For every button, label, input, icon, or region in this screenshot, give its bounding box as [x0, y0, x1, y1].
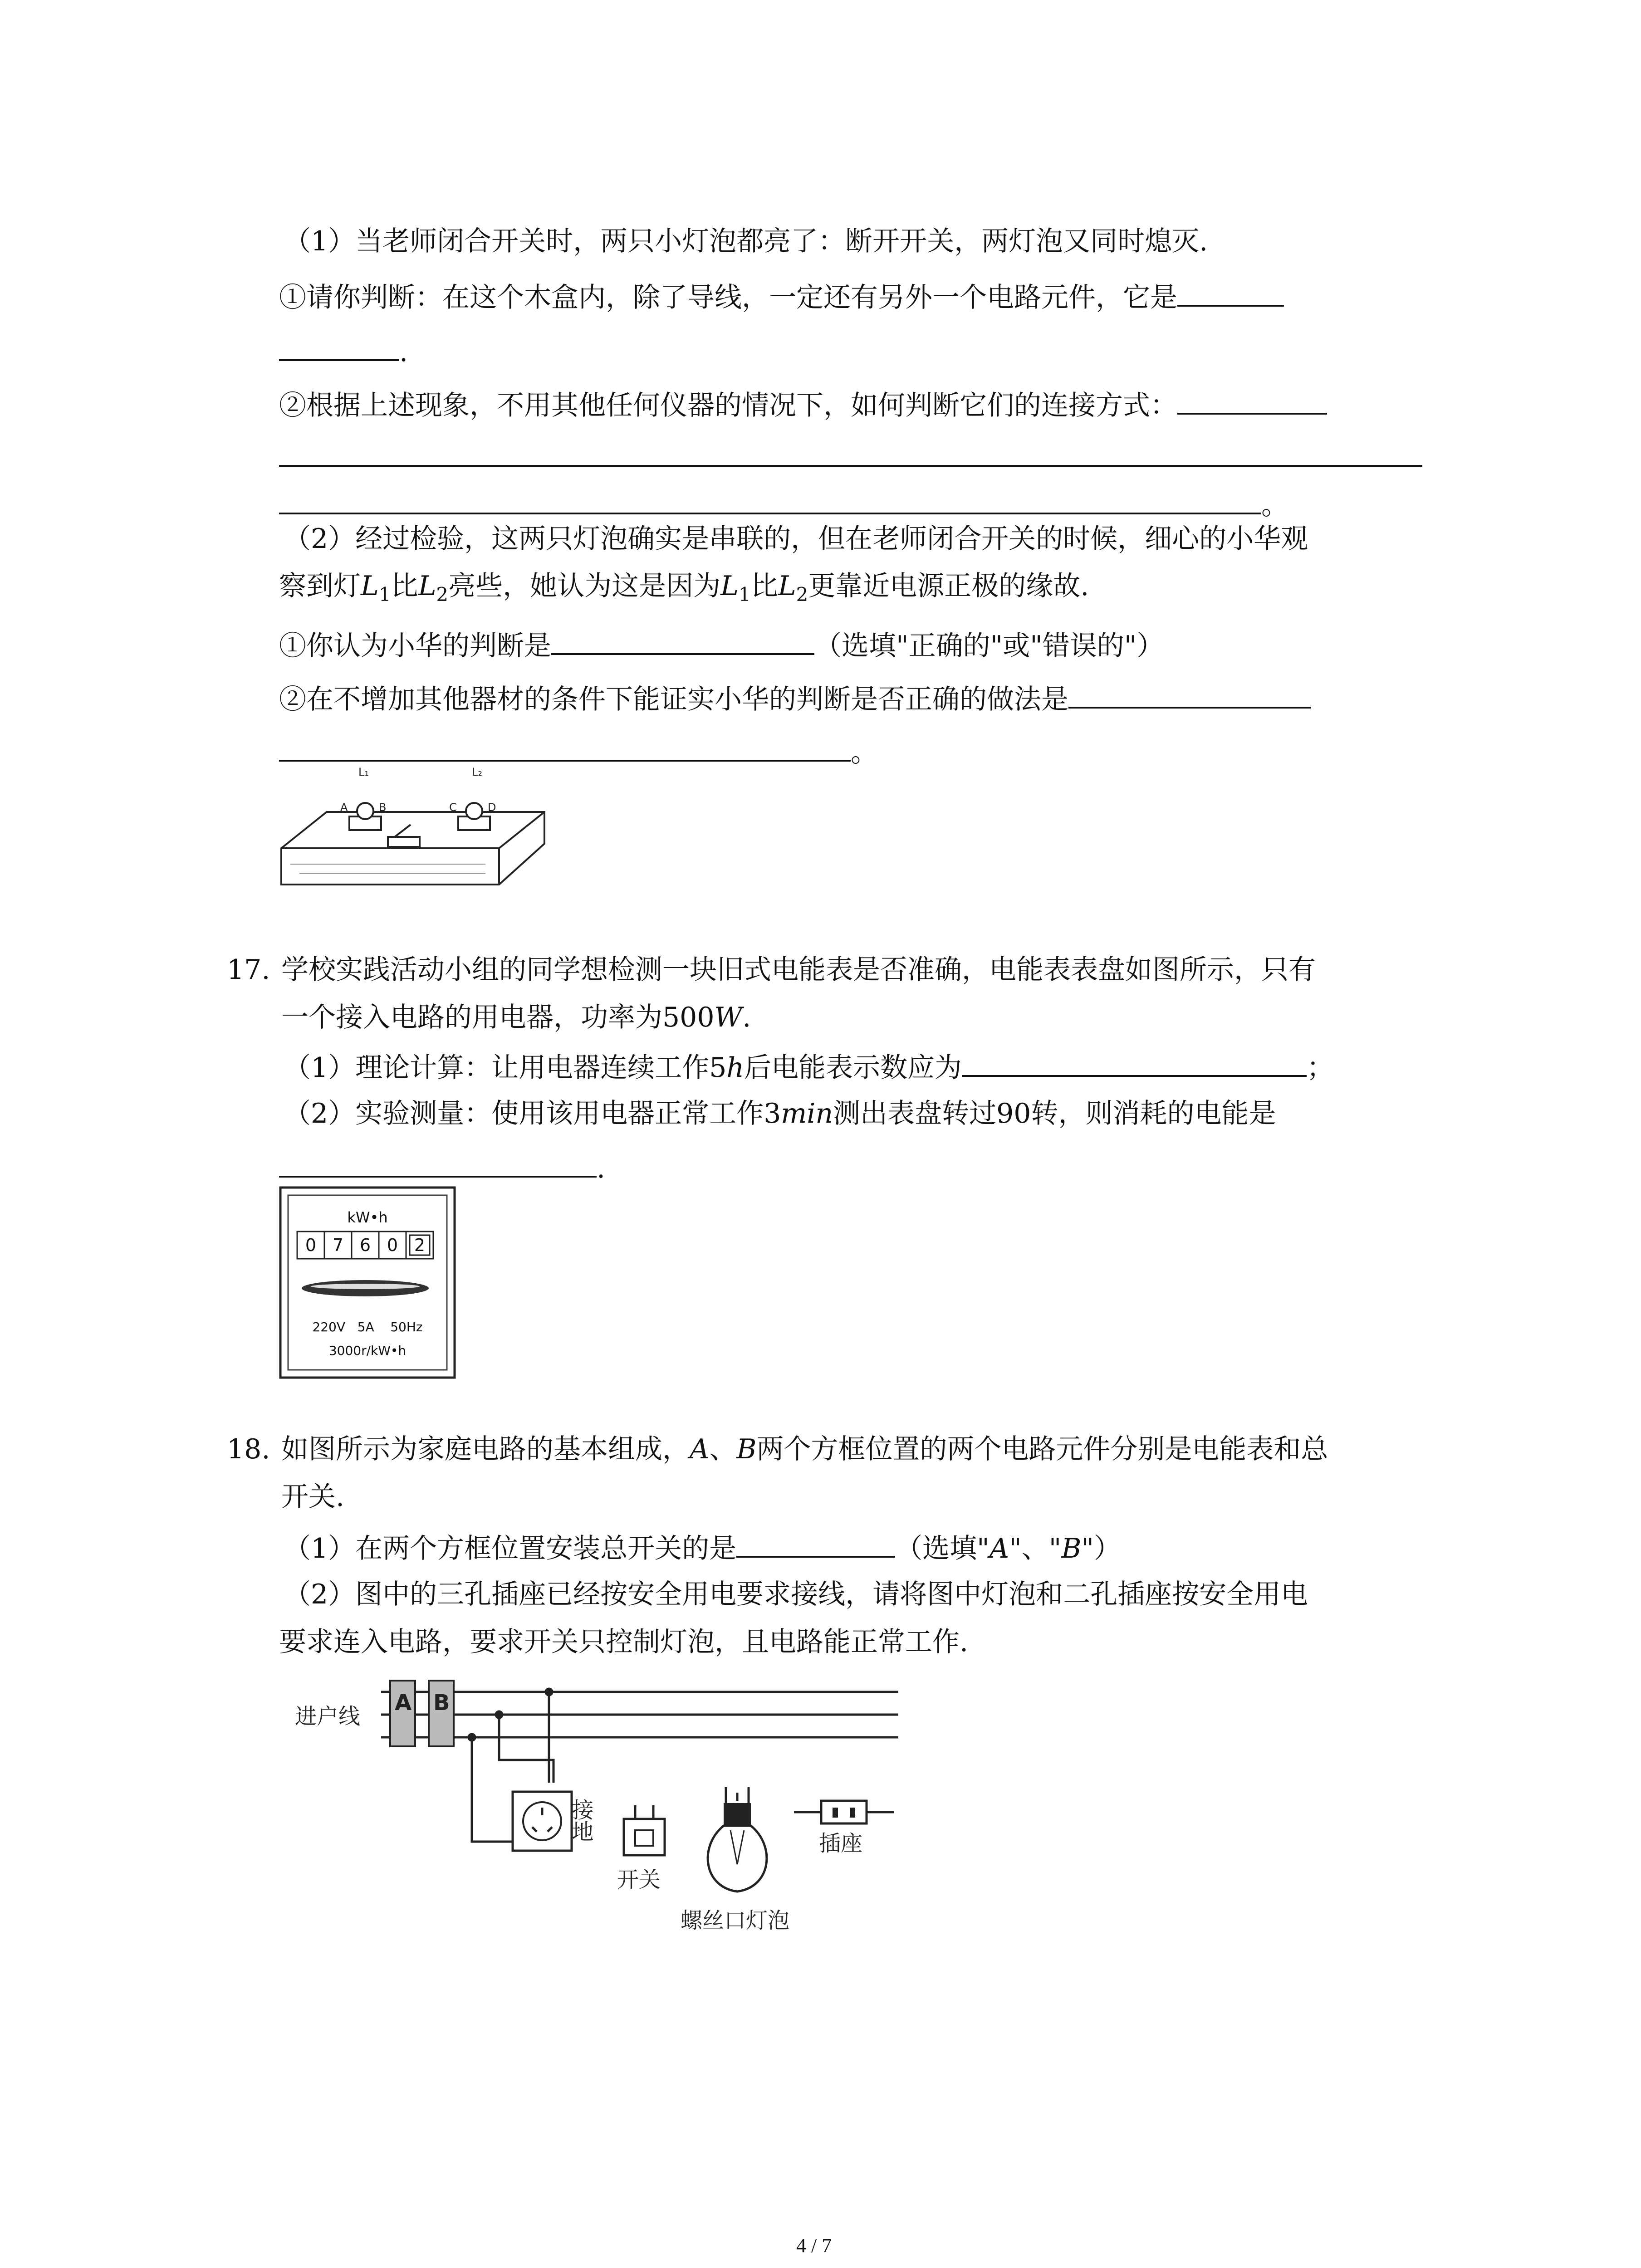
q18-part2-2: 要求连入电路，要求开关只控制灯泡，且电路能正常工作.	[279, 1626, 969, 1658]
q16-part2-question-b-cont: 。	[279, 732, 878, 771]
answer-blank[interactable]	[551, 625, 814, 655]
meter-digit: 7	[332, 1235, 344, 1255]
bulb-label: 螺丝口灯泡	[681, 1908, 790, 1933]
q16-part1-question-a: ①请你判断：在这个木盒内，除了导线，一定还有另外一个电路元件，它是	[279, 277, 1284, 316]
q17-part2-cont: .	[279, 1148, 605, 1187]
meter-constant: 3000r/kW•h	[328, 1343, 407, 1358]
terminal-label: B	[379, 801, 387, 814]
box-a-label: A	[395, 1690, 412, 1716]
q16-part1-question-b-cont: 。	[279, 484, 1288, 523]
terminal-label: A	[340, 801, 348, 814]
q17-part2: （2）实验测量：使用该用电器正常工作3min测出表盘转过90转，则消耗的电能是	[284, 1098, 1276, 1129]
meter-specs: 220V 5A 50Hz	[312, 1320, 423, 1334]
q17-stem-1: 17. 学校实践活动小组的同学想检测一块旧式电能表是否准确，电能表表盘如图所示，只有	[227, 952, 1316, 988]
q18-stem-1: 18. 如图所示为家庭电路的基本组成，A、B两个方框位置的两个电路元件分别是电能表和总	[227, 1431, 1328, 1467]
answer-blank[interactable]	[1177, 385, 1327, 415]
question-number: 17.	[227, 954, 270, 986]
q18-part2-1: （2）图中的三孔插座已经按安全用电要求接线，请将图中灯泡和二孔插座按安全用电	[284, 1579, 1308, 1610]
meter-digit: 6	[359, 1235, 371, 1255]
energy-meter-figure	[279, 1186, 456, 1379]
incoming-line-label: 进户线	[295, 1704, 361, 1729]
switch-label: 开关	[617, 1867, 661, 1892]
answer-line[interactable]	[279, 465, 1422, 467]
answer-blank[interactable]	[279, 732, 851, 762]
q16-part2-intro-1: （2）经过检验，这两只灯泡确实是串联的，但在老师闭合开关的时候，细心的小华观	[284, 523, 1308, 555]
lamp-label: L₁	[358, 766, 369, 778]
three-pin-socket	[513, 1792, 572, 1851]
q16-part1-question-b: ②根据上述现象，不用其他任何仪器的情况下，如何判断它们的连接方式：	[279, 385, 1327, 424]
box-b-label: B	[433, 1690, 450, 1716]
answer-blank[interactable]	[1177, 277, 1284, 307]
meter-digit: 0	[305, 1235, 317, 1255]
terminal-label: C	[449, 801, 457, 814]
answer-blank[interactable]	[1068, 679, 1311, 709]
q16-part1-question-a-cont: .	[279, 331, 408, 370]
meter-digit: 0	[387, 1235, 398, 1255]
page-number: 4 / 7	[796, 2234, 832, 2257]
q16-part2-question-a: ①你认为小华的判断是 （选填"正确的"或"错误的"）	[279, 625, 1164, 664]
ground-label: 接地	[568, 1799, 593, 1842]
answer-blank[interactable]	[962, 1047, 1307, 1077]
q16-part2-intro-2: 察到灯$L_1$比$L_2$亮些，她认为这是因为$L_1$比$L_2$更靠近电源正极的缘故.	[279, 570, 1089, 606]
screw-bulb	[708, 1793, 767, 1892]
q16-part1-intro: （1）当老师闭合开关时，两只小灯泡都亮了：断开开关，两灯泡又同时熄灭.	[284, 225, 1208, 257]
socket-label: 插座	[819, 1831, 863, 1856]
answer-blank[interactable]	[736, 1528, 895, 1558]
question-number: 18.	[227, 1433, 270, 1465]
answer-blank[interactable]	[279, 484, 1261, 514]
q17-part1: （1）理论计算：让用电器连续工作5h后电能表示数应为 ；	[284, 1047, 1334, 1086]
q17-stem-2: 一个接入电路的用电器，功率为500W.	[281, 1002, 751, 1033]
wooden-box-figure	[272, 762, 554, 894]
meter-digit: 2	[414, 1235, 426, 1255]
q18-part1: （1）在两个方框位置安装总开关的是 （选填"A"、"B"）	[284, 1528, 1121, 1567]
meter-unit: kW•h	[347, 1209, 388, 1226]
terminal-label: D	[488, 801, 496, 814]
answer-blank[interactable]	[279, 331, 399, 361]
q18-stem-2: 开关.	[281, 1481, 345, 1513]
two-hole-socket	[821, 1801, 867, 1823]
q16-part2-question-b: ②在不增加其他器材的条件下能证实小华的判断是否正确的做法是	[279, 679, 1311, 718]
answer-blank[interactable]	[279, 1148, 597, 1178]
household-circuit-figure	[290, 1674, 935, 1964]
lamp-label: L₂	[472, 766, 482, 778]
